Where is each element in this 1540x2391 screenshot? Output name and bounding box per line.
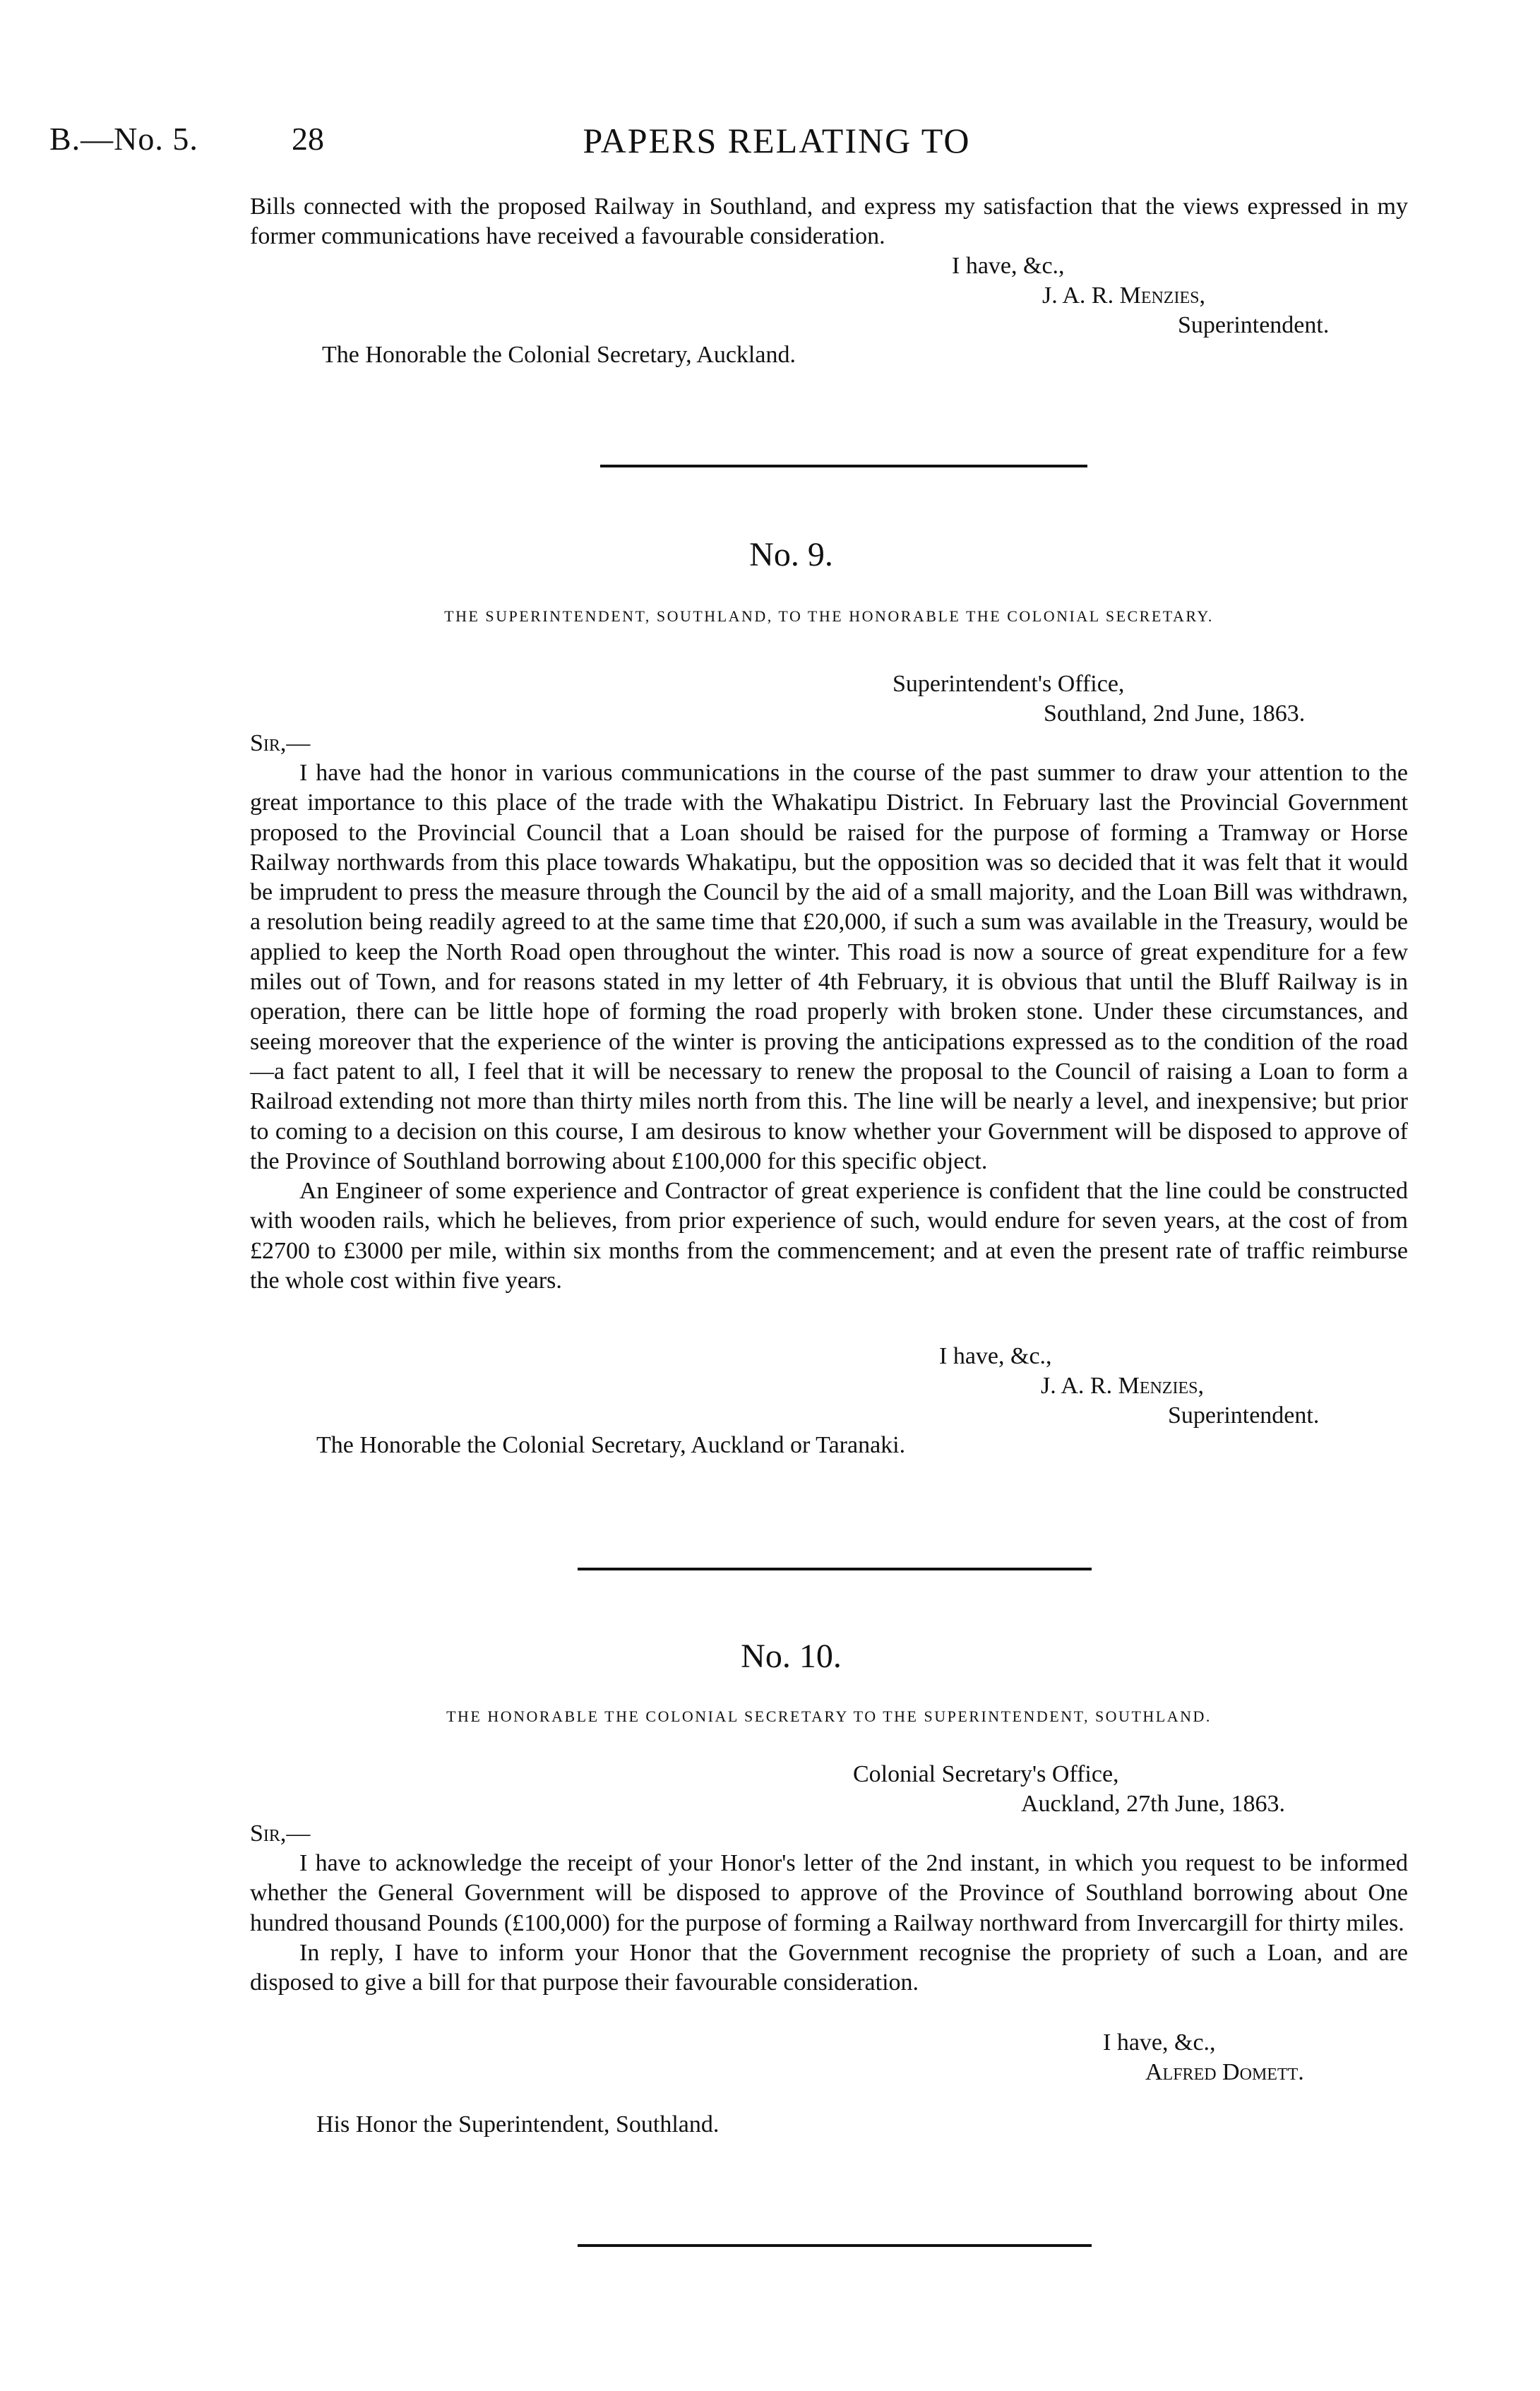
continuation-paragraph: Bills connected with the proposed Railway in Southland, and express my satisfaction that the views expressed in my former communications have received a favourable consideration. (250, 193, 1408, 250)
continuation-addressee: The Honorable the Colonial Secretary, Auckland. (322, 342, 796, 368)
letter-9-salutation: Sir,— (250, 730, 311, 756)
letter-10-signature: Alfred Domett. (1145, 2059, 1304, 2085)
parliamentary-paper-reference: B.—No. 5. (49, 121, 198, 157)
letter-10-paragraph-2: In reply, I have to inform your Honor that the Government recognise the propriety of such a Loan, and are disposed to give a bill for that purpose their favourable consideration. (250, 1939, 1408, 1996)
running-header (49, 120, 1476, 169)
previous-letter-continuation (250, 192, 1408, 252)
document-number-10: No. 10. (741, 1638, 842, 1675)
letter-9-addressee: The Honorable the Colonial Secretary, Auckland or Taranaki. (316, 1432, 906, 1458)
letter-10-body (250, 1849, 1408, 1998)
letter-10-paragraph-1: I have to acknowledge the receipt of your Honor's letter of the 2nd instant, in which you request to be informed whether the General Government will be disposed to approve of the Province of Southland borrowing about One hundred thousand Pounds (£100,000) for the purpose of forming a Railway northward from Invercargill for thirty miles. (250, 1850, 1408, 1936)
letter-10-closing: I have, &c., (1103, 2029, 1216, 2056)
page-number: 28 (292, 121, 324, 157)
section-divider (578, 1568, 1092, 1570)
letter-9-signature: J. A. R. Menzies, (1041, 1373, 1204, 1399)
continuation-signature-title: Superintendent. (1178, 312, 1330, 338)
running-title: PAPERS RELATING TO (583, 121, 971, 160)
letter-9-closing: I have, &c., (939, 1343, 1052, 1369)
letter-10-office: Colonial Secretary's Office, (853, 1761, 1119, 1787)
section-divider (600, 465, 1087, 467)
letter-9-office: Superintendent's Office, (893, 671, 1125, 697)
letter-9-paragraph-2: An Engineer of some experience and Contractor of great experience is confident that the line could be constructed with wooden rails, which he believes, from prior experience of such, would endure for seven years, at the cost of from £2700 to £3000 per mile, within six months from the commencement; and at even the present rate of traffic reimburse the whole cost within five years. (250, 1178, 1408, 1294)
section-divider (578, 2244, 1092, 2247)
letter-10-salutation: Sir,— (250, 1820, 311, 1847)
letter-10-addressee: His Honor the Superintendent, Southland. (316, 2111, 720, 2137)
letter-9-caption: THE SUPERINTENDENT, SOUTHLAND, TO THE HONORABLE THE COLONIAL SECRETARY. (444, 607, 1214, 625)
continuation-closing: I have, &c., (952, 253, 1065, 279)
document-number-9: No. 9. (749, 536, 833, 573)
letter-9-body (250, 758, 1408, 1296)
letter-9-paragraph-1: I have had the honor in various communications in the course of the past summer to draw your attention to the great importance to this place of the trade with the Whakatipu District. In February last the Provincial Government proposed to the Provincial Council that a Loan should be raised for the purpose of forming a Tramway or Horse Railway northwards from this place towards Whakatipu, but the opposition was so decided that it was felt that it would be imprudent to press the measure through the Council by the aid of a small majority, and the Loan Bill was withdrawn, a resolution being readily agreed to at the same time that £20,000, if such a sum was available in the Treasury, would be applied to keep the North Road open throughout the winter. This road is now a source of great expenditure for a few miles out of Town, and for reasons stated in my letter of 4th February, it is obvious that until the Bluff Railway is in operation, there can be little hope of forming the road properly with broken stone. Under these circumstances, and seeing moreover that the experience of the winter is proving the anticipations expressed as to the condition of the road—a fact patent to all, I feel that it will be necessary to renew the proposal to the Council of raising a Loan to form a Railroad extending not more than thirty miles north from this. The line will be nearly a level, and inexpensive; but prior to coming to a decision on this course, I am desirous to know whether your Government will be disposed to approve of the Province of Southland borrowing about £100,000 for this specific object. (250, 760, 1408, 1174)
letter-10-caption: THE HONORABLE THE COLONIAL SECRETARY TO THE SUPERINTENDENT, SOUTHLAND. (446, 1707, 1212, 1725)
letter-9-signature-title: Superintendent. (1168, 1402, 1320, 1429)
letter-10-place-date: Auckland, 27th June, 1863. (1021, 1791, 1285, 1817)
continuation-signature: J. A. R. Menzies, (1042, 282, 1205, 309)
letter-9-place-date: Southland, 2nd June, 1863. (1044, 700, 1306, 727)
